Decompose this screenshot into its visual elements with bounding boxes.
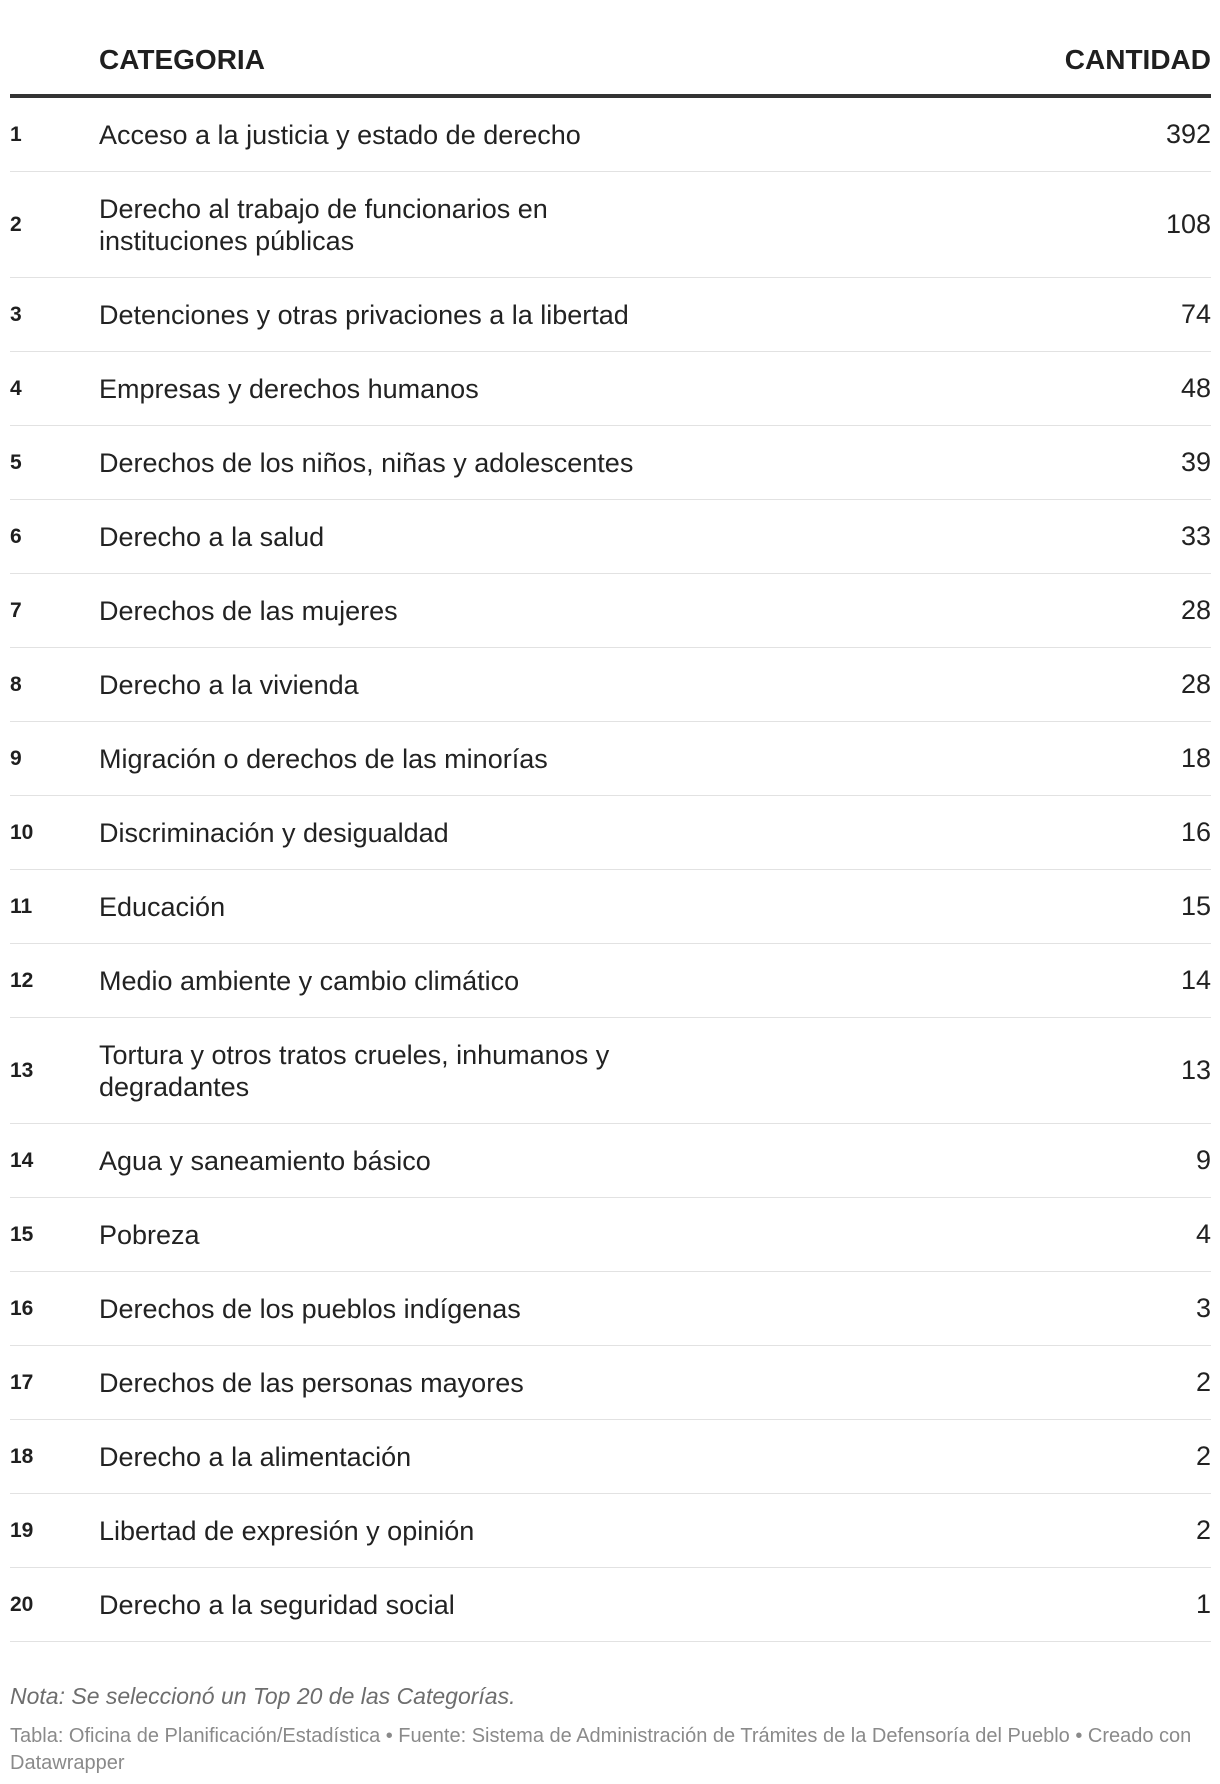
table-source: Tabla: Oficina de Planificación/Estadística • Fuente: Sistema de Administración de Trámites de la Defensoría del Pueblo • Creado con Datawrapper	[10, 1725, 1192, 1774]
header-quantity[interactable]: CANTIDAD	[1064, 44, 1211, 75]
row-category: Acceso a la justicia y estado de derecho	[99, 119, 581, 150]
row-quantity: 48	[1180, 373, 1211, 403]
table-row	[10, 1420, 1211, 1494]
table-row	[10, 796, 1211, 870]
row-quantity: 33	[1180, 521, 1211, 551]
row-rank: 10	[10, 820, 34, 844]
table-row	[10, 944, 1211, 1018]
row-category: Pobreza	[99, 1219, 200, 1250]
row-category: Derecho a la seguridad social	[99, 1589, 455, 1620]
row-category: Agua y saneamiento básico	[99, 1145, 431, 1176]
table-row	[10, 1568, 1211, 1642]
row-quantity: 108	[1165, 209, 1211, 239]
table-row	[10, 172, 1211, 278]
row-category: Derechos de los niños, niñas y adolescentes	[99, 447, 634, 478]
row-category: Tortura y otros tratos crueles, inhumanos y degradantes	[99, 1039, 610, 1102]
row-quantity: 28	[1180, 669, 1211, 699]
row-category: Derecho a la vivienda	[99, 669, 359, 700]
table-row	[10, 1494, 1211, 1568]
row-quantity: 2	[1195, 1441, 1211, 1471]
row-quantity: 28	[1180, 595, 1211, 625]
row-rank: 2	[10, 212, 22, 236]
row-rank: 5	[10, 450, 22, 474]
row-quantity: 74	[1180, 299, 1211, 329]
row-category: Migración o derechos de las minorías	[99, 743, 548, 774]
row-category: Educación	[99, 891, 226, 922]
row-category: Empresas y derechos humanos	[99, 373, 479, 404]
table-row	[10, 500, 1211, 574]
row-rank: 16	[10, 1296, 34, 1320]
row-rank: 15	[10, 1222, 34, 1246]
table-row	[10, 648, 1211, 722]
row-category: Medio ambiente y cambio climático	[99, 965, 520, 996]
table-row	[10, 352, 1211, 426]
table-header	[10, 0, 1211, 98]
row-category: Libertad de expresión y opinión	[99, 1515, 475, 1546]
row-rank: 19	[10, 1518, 34, 1542]
table-row	[10, 870, 1211, 944]
table-row	[10, 722, 1211, 796]
data-table	[10, 0, 1211, 1642]
row-quantity: 3	[1195, 1293, 1211, 1323]
row-category: Discriminación y desigualdad	[99, 817, 449, 848]
row-category: Derechos de los pueblos indígenas	[99, 1293, 521, 1324]
row-category: Derecho al trabajo de funcionarios en instituciones públicas	[99, 193, 548, 256]
table-row	[10, 1198, 1211, 1272]
row-quantity: 18	[1180, 743, 1211, 773]
row-quantity: 39	[1180, 447, 1211, 477]
row-rank: 8	[10, 672, 22, 696]
row-rank: 17	[10, 1370, 34, 1394]
row-quantity: 1	[1195, 1589, 1211, 1619]
row-quantity: 2	[1195, 1367, 1211, 1397]
table-row	[10, 98, 1211, 172]
row-quantity: 16	[1180, 817, 1211, 847]
row-quantity: 392	[1165, 119, 1211, 149]
row-quantity: 9	[1195, 1145, 1211, 1175]
row-category: Derecho a la alimentación	[99, 1441, 412, 1472]
row-rank: 4	[10, 376, 22, 400]
row-rank: 7	[10, 598, 22, 622]
row-quantity: 4	[1195, 1219, 1211, 1249]
row-quantity: 14	[1180, 965, 1211, 995]
row-category: Detenciones y otras privaciones a la libertad	[99, 299, 629, 330]
table-row	[10, 1346, 1211, 1420]
row-quantity: 13	[1180, 1055, 1211, 1085]
row-rank: 13	[10, 1058, 34, 1082]
row-rank: 9	[10, 746, 22, 770]
table-row	[10, 574, 1211, 648]
table-row	[10, 1124, 1211, 1198]
row-category: Derecho a la salud	[99, 521, 325, 552]
row-rank: 20	[10, 1592, 34, 1616]
row-rank: 14	[10, 1148, 34, 1172]
table-row	[10, 278, 1211, 352]
row-quantity: 15	[1180, 891, 1211, 921]
table-body	[10, 98, 1211, 1642]
table-row	[10, 1272, 1211, 1346]
row-rank: 3	[10, 302, 22, 326]
table-row	[10, 426, 1211, 500]
row-category: Derechos de las personas mayores	[99, 1367, 524, 1398]
row-rank: 12	[10, 968, 34, 992]
row-rank: 6	[10, 524, 22, 548]
row-quantity: 2	[1195, 1515, 1211, 1545]
row-rank: 18	[10, 1444, 34, 1468]
row-rank: 11	[10, 894, 33, 918]
row-rank: 1	[10, 122, 22, 146]
table-note: Nota: Se seleccionó un Top 20 de las Categorías.	[10, 1683, 516, 1709]
header-category[interactable]: CATEGORIA	[99, 44, 265, 75]
table-row	[10, 1018, 1211, 1124]
row-category: Derechos de las mujeres	[99, 595, 398, 626]
